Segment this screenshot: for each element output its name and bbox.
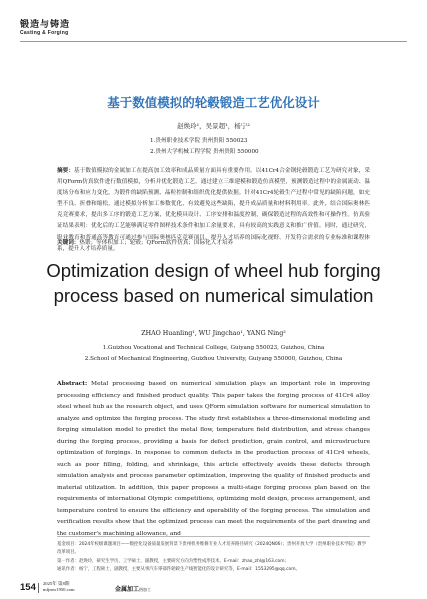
journal-header [20, 17, 70, 36]
page-number: 154 [20, 582, 36, 593]
english-affiliation-2: 2.School of Mechanical Engineering, Guizhou University, Guiyang 550000, Guizhou, China [84, 356, 343, 362]
footnote-corresponding-author: 通讯作者：杨宁，工程硕士，副教授，主要从事汽车零部件轮毂生产线智能化的设计研究等，E-mail：1553295@qq.com。 [57, 567, 300, 573]
chinese-keywords [57, 238, 370, 249]
issue-label: 2025年 第8期 [43, 581, 70, 586]
journal-logo [115, 584, 151, 593]
journal-name-en: Casting & Forging [20, 30, 69, 36]
keywords-label-cn: 关键词： [57, 240, 80, 246]
english-affiliation-1: 1.Guizhou Vocational and Technical College, Guiyang 550023, Guizhou, China [102, 345, 325, 351]
english-title-line-2: process based on numerical simulation [53, 285, 374, 306]
abstract-label-cn: 摘要： [57, 168, 75, 174]
chinese-authors: 赵焕玲¹，吴景超¹，杨宁² [177, 122, 250, 130]
journal-name-cn: 锻造与铸造 [20, 20, 71, 30]
english-title-line-1: Optimization design of wheel hub forging [46, 260, 381, 281]
footnote-rule [57, 536, 370, 537]
chinese-affiliation-2: 2.贵州大学机械工程学院 贵州贵阳 550000 [150, 149, 259, 155]
footnote [57, 541, 370, 575]
abstract-label-en: Abstract: [57, 380, 88, 387]
header-rule [20, 41, 407, 42]
chinese-affiliation-1: 1.贵州职业技术学院 贵州贵阳 550023 [150, 138, 248, 144]
keywords-text-cn: 热锻；等体积加工；轮毂；QForm软件仿真；国际化人才培养 [79, 240, 234, 246]
journal-website: mfjmw1950.com [43, 586, 75, 592]
logo-sub: 热加工 [139, 587, 152, 592]
page-footer [20, 581, 407, 595]
footer-divider [38, 583, 39, 593]
logo-main: 金属加工 [115, 586, 140, 593]
english-title [0, 258, 427, 308]
abstract-text-cn: 基于数值模拟的金属加工在提高加工效率和成品质量方面具有重要作用。以41Cr4合金钢轮毂锻造工艺为研究对象，采用QForm仿真软件进行数值模拟，分析并优化锻造工艺。通过建立三维建模和锻造仿真模型，预测锻造过程中的金属流动、温度场分布和应力变化，为锻件的缺陷预测、晶粒控制和组织优化提供依据。针对41Cr4轮毂生产过程中常见的缺陷问题，如充型不良、折叠和缩松，通过模拟分析加工参数优化，有效避免这些缺陷，提升成品质量和材料利用率。此外，结合国际奥林匹克竞赛要求，提出多工序的锻造工艺方案，优化模具设计、工序安排和温度控制，确保锻造过程的高效性和可操作性。仿真验证结果表明：优化后的工艺能够满足零件图样技术条件和加工余量要求，具有较高的实践意义和推广价值。同时，通过研究，职业教育和普通高等教育可通过参与国际奥林匹克竞赛项目，提升人才培养的国际化视野、开发符合需求的专业标准和课程体系，提升人才培养质量。 [57, 168, 370, 252]
abstract-text-en: Metal processing based on numerical simulation plays an important role in improving processing efficiency and finished product quality. This paper takes the forging process of 41Cr4 alloy steel wheel hub as the research object, and uses QForm simulation software for numerical simulation to analyze and optimize the forging process. The study first establishes a three-dimensional modeling and forging simulation model to predict the metal flow, temperature field distribution, and stress changes during the forging process, providing a basis for defect prediction, grain control, and microstructure optimization of forgings. In response to common defects in the production process of 41Cr4 wheels, such as poor filling, folding, and shrinkage, this article effectively avoids these defects through simulation analysis and process parameter optimization, improving the quality of finished products and material utilization. In addition, this paper proposes a multi-stage forging process plan based on the requirements of international Olympic competitions, optimizing mold design, process arrangement, and temperature control to ensure the efficiency and operability of the forging process. The simulation and verification results show that the optimized process can meet the requirements of the part drawing and the customer's machining allowance, and [57, 381, 370, 537]
english-abstract [57, 378, 370, 540]
chinese-title: 基于数值模拟的轮毂锻造工艺优化设计 [107, 95, 320, 110]
footnote-funding: 基金项目：2024年校级课题项目——数控化设备质量发展背景下贵州机务维修专业人才培养路径研究（2024QN06）；贵州开放大学（贵州职业技术学院）教学改革项目。 [57, 542, 367, 556]
footnote-first-author: 第一作者：赵焕玲，研究生学历，工学硕士，副教授，主要研究方向为塑性成形技术，E-mail：zhao_zhl@163.com； [57, 558, 289, 564]
footer-issue [43, 581, 75, 592]
english-authors: ZHAO Huanling¹, WU Jingchao¹, YANG Ning² [141, 330, 286, 337]
